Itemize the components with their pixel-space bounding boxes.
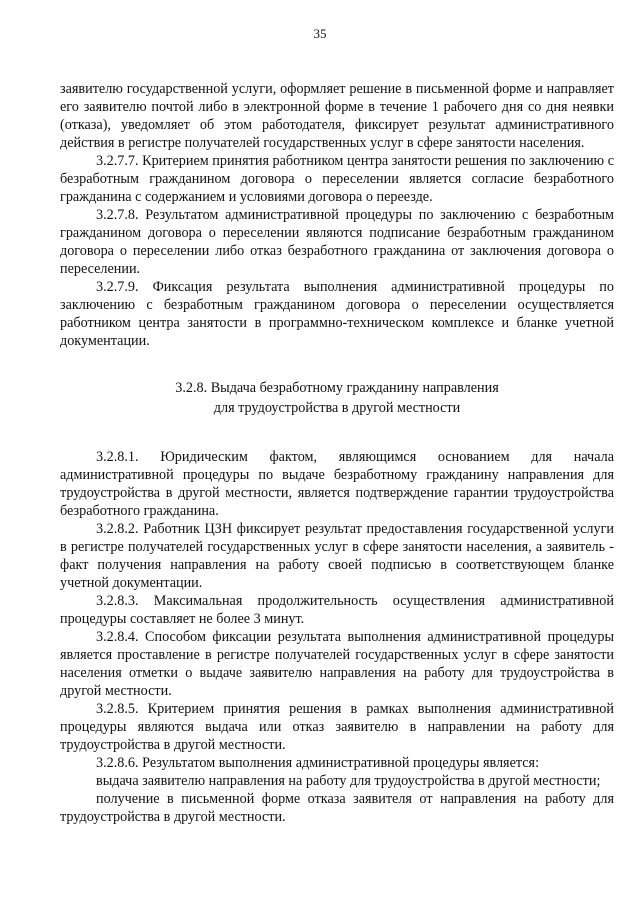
paragraph-3-2-8-6: 3.2.8.6. Результатом выполнения административной процедуры является: (96, 755, 540, 771)
section-heading-line-2: для трудоустройства в другой местности (213, 400, 461, 416)
list-item-issuance: выдача заявителю направления на работу для трудоустройства в другой местности; (96, 773, 601, 789)
paragraph-3-2-8-2: 3.2.8.2. Работник ЦЗН фиксирует результат предоставления государственной услуги в регистре получателей государственных услуг в сфере занятости населения, а заявитель - факт получения направления на работу своей подписью в соответствующем бланке учетной документации. (60, 521, 614, 591)
section-heading (60, 378, 614, 418)
paragraph-3-2-8-3: 3.2.8.3. Максимальная продолжительность осуществления административной процедуры составляет не более 3 минут. (60, 593, 614, 627)
list-item-refusal: получение в письменной форме отказа заявителя от направления на работу для трудоустройства в другой местности. (60, 791, 614, 825)
paragraph-3-2-8-1: 3.2.8.1. Юридическим фактом, являющимся основанием для начала административной процедуры по выдаче безработному гражданину направления для трудоустройства в другой местности, является подтверждение гарантии трудоустройства безработного гражданина. (60, 449, 614, 519)
paragraph: заявителю государственной услуги, оформляет решение в письменной форме и направляет его заявителю почтой либо в электронной форме в течение 1 рабочего дня со дня неявки (отказа), уведомляет об этом работодателя, фиксирует результат административного действия в регистре получателей государственных услуг в сфере занятости населения. (60, 81, 614, 151)
paragraph-3-2-8-4: 3.2.8.4. Способом фиксации результата выполнения административной процедуры является проставление в регистре получателей государственных услуг в сфере занятости населения отметки о выдаче заявителю направления на работу для трудоустройства в другой местности. (60, 629, 614, 699)
section-heading-line-1: 3.2.8. Выдача безработному гражданину направления (175, 380, 499, 396)
document-body (60, 80, 614, 826)
paragraph-3-2-7-7: 3.2.7.7. Критерием принятия работником центра занятости решения по заключению с безработным гражданином договора о переселении является согласие безработного гражданина с содержанием и условиями договора о переезде. (60, 153, 614, 205)
page-number: 35 (313, 26, 327, 41)
paragraph-3-2-7-9: 3.2.7.9. Фиксация результата выполнения административной процедуры по заключению с безработным гражданином договора о переселении осуществляется работником центра занятости в программно-техническом комплексе и бланке учетной документации. (60, 279, 614, 349)
paragraph-3-2-8-5: 3.2.8.5. Критерием принятия решения в рамках выполнения административной процедуры являются выдача или отказ заявителю в направлении на работу для трудоустройства в другой местности. (60, 701, 614, 753)
paragraph-3-2-7-8: 3.2.7.8. Результатом административной процедуры по заключению с безработным гражданином договора о переселении являются подписание безработным гражданином договора о переселении либо отказ безработного гражданина от заключения договора о переселении. (60, 207, 614, 277)
